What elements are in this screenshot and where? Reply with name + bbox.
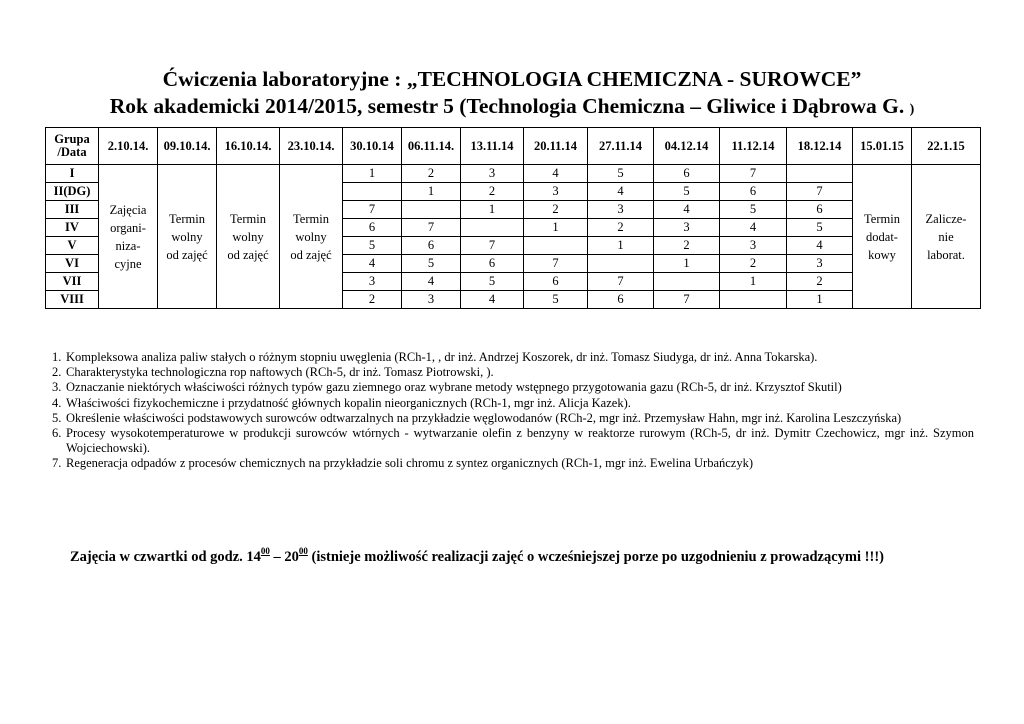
exercise-cell: 7 [461, 237, 524, 255]
footer-sup-1: 00 [260, 546, 270, 556]
merged-cell-col1 [99, 165, 158, 309]
group-label: II(DG) [46, 183, 99, 201]
group-label: VIII [46, 291, 99, 309]
exercise-list [52, 350, 974, 472]
exercise-cell: 4 [787, 237, 853, 255]
exercise-cell: 7 [654, 291, 720, 309]
exercise-cell [402, 201, 461, 219]
table-row [46, 165, 981, 183]
exercise-cell: 4 [720, 219, 787, 237]
exercise-cell [524, 237, 588, 255]
header-group-date [46, 128, 99, 165]
exercise-item [52, 426, 974, 456]
merged-cell-line: od zajęć [227, 247, 269, 262]
exercise-number: 6. [52, 426, 62, 441]
date-header: 18.12.14 [787, 128, 853, 165]
merged-cell-line: laborat. [927, 247, 965, 262]
exercise-description: Procesy wysokotemperaturowe w produkcji surowców wtórnych - wytwarzanie olefin z benzyny w reaktorze rurowym (RCh-5, dr inż. Dymitr Czechowicz, mgr inż. Szymon Wojciechowski). [66, 426, 974, 456]
exercise-cell: 6 [787, 201, 853, 219]
footer-text-1: Zajęcia w czwartki od godz. 14 [70, 549, 261, 565]
merged-cell-line: kowy [868, 247, 896, 262]
exercise-cell: 1 [654, 255, 720, 273]
date-header: 06.11.14. [402, 128, 461, 165]
exercise-item [52, 380, 974, 395]
exercise-cell: 6 [524, 273, 588, 291]
exercise-cell: 6 [720, 183, 787, 201]
exercise-description: Oznaczanie niektórych właściwości różnych typów gazu ziemnego oraz wybrane metody wstępnego przygotowania gazu (RCh-5, dr inż. Krzysztof Skutil) [66, 380, 842, 395]
exercise-cell: 6 [343, 219, 402, 237]
exercise-cell: 3 [588, 201, 654, 219]
date-header: 13.11.14 [461, 128, 524, 165]
exercise-cell: 4 [654, 201, 720, 219]
exercise-item [52, 396, 974, 411]
merged-cell-col13 [853, 165, 912, 309]
merged-cell-line: cyjne [114, 256, 142, 271]
exercise-cell: 3 [524, 183, 588, 201]
merged-cell-line: Zajęcia [109, 202, 147, 217]
merged-cell-line: dodat- [866, 229, 898, 244]
exercise-cell: 1 [524, 219, 588, 237]
exercise-cell [588, 255, 654, 273]
date-header: 09.10.14. [158, 128, 217, 165]
merged-cell-line: Termin [230, 211, 266, 226]
exercise-cell: 2 [588, 219, 654, 237]
exercise-cell: 6 [402, 237, 461, 255]
header-row [46, 128, 981, 165]
exercise-cell: 7 [402, 219, 461, 237]
merged-cell-line: organi- [110, 220, 146, 235]
schedule-footer-note [70, 541, 1010, 567]
date-header: 22.1.15 [912, 128, 981, 165]
merged-cell-line: nie [938, 229, 954, 244]
exercise-cell: 5 [402, 255, 461, 273]
merged-cell-col14 [912, 165, 981, 309]
exercise-cell: 7 [720, 165, 787, 183]
exercise-cell [654, 273, 720, 291]
group-label: V [46, 237, 99, 255]
exercise-cell: 1 [343, 165, 402, 183]
group-label: III [46, 201, 99, 219]
exercise-cell: 1 [461, 201, 524, 219]
exercise-item [52, 411, 974, 426]
date-header: 11.12.14 [720, 128, 787, 165]
exercise-description: Kompleksowa analiza paliw stałych o różnym stopniu uwęglenia (RCh-1, , dr inż. Andrzej Koszorek, dr inż. Tomasz Siudyga, dr inż. Anna Tokarska). [66, 350, 818, 364]
group-label: VII [46, 273, 99, 291]
exercise-cell: 3 [402, 291, 461, 309]
schedule-body [46, 128, 981, 309]
exercise-item [52, 365, 974, 380]
date-header: 23.10.14. [280, 128, 343, 165]
exercise-cell: 2 [343, 291, 402, 309]
date-header: 15.01.15 [853, 128, 912, 165]
exercise-cell: 6 [654, 165, 720, 183]
date-header: 30.10.14 [343, 128, 402, 165]
date-header: 2.10.14. [99, 128, 158, 165]
exercise-cell: 1 [588, 237, 654, 255]
exercise-cell: 5 [720, 201, 787, 219]
merged-cell-line: wolny [232, 229, 264, 244]
merged-cell-col2 [158, 165, 217, 309]
exercise-cell: 3 [720, 237, 787, 255]
exercise-cell [787, 165, 853, 183]
exercise-cell: 1 [402, 183, 461, 201]
merged-cell-line: Termin [293, 211, 329, 226]
exercise-cell: 5 [588, 165, 654, 183]
exercise-cell: 7 [787, 183, 853, 201]
exercise-cell: 6 [461, 255, 524, 273]
exercise-description: Regeneracja odpadów z procesów chemicznych na przykładzie soli chromu z syntez organicznych (RCh-1, mgr inż. Ewelina Urbańczyk) [66, 456, 754, 471]
merged-cell-col4 [280, 165, 343, 309]
exercise-item [52, 456, 974, 471]
exercise-cell [343, 183, 402, 201]
subtitle-closing-paren: ) [909, 102, 915, 117]
exercise-cell: 3 [654, 219, 720, 237]
exercise-item [52, 350, 974, 365]
group-label: IV [46, 219, 99, 237]
merged-cell-col3 [217, 165, 280, 309]
exercise-cell: 3 [787, 255, 853, 273]
exercise-cell: 5 [343, 237, 402, 255]
footer-sup-2: 00 [298, 546, 308, 556]
exercise-number: 3. [52, 380, 62, 395]
exercise-cell: 5 [787, 219, 853, 237]
exercise-cell: 4 [524, 165, 588, 183]
exercise-cell: 5 [524, 291, 588, 309]
merged-cell-line: wolny [171, 229, 203, 244]
date-header: 04.12.14 [654, 128, 720, 165]
merged-cell-line: od zajęć [166, 247, 208, 262]
exercise-cell: 4 [461, 291, 524, 309]
exercise-description: Właściwości fizykochemiczne i przydatność głównych kopalin nieorganicznych (RCh-1, mgr inż. Alicja Kazek). [66, 395, 631, 410]
merged-cell-line: wolny [295, 229, 327, 244]
exercise-cell: 4 [402, 273, 461, 291]
exercise-description: Charakterystyka technologiczna rop naftowych (RCh-5, dr inż. Tomasz Piotrowski, ). [66, 365, 494, 380]
date-header: 20.11.14 [524, 128, 588, 165]
exercise-cell: 7 [524, 255, 588, 273]
exercise-cell: 5 [461, 273, 524, 291]
footer-text-3: (istnieje możliwość realizacji zajęć o wcześniejszej porze po uzgodnieniu z prowadzącymi !!!) [307, 549, 884, 565]
exercise-cell: 2 [787, 273, 853, 291]
exercise-description: Określenie właściwości podstawowych surowców odtwarzalnych na przykładzie węglowodanów (RCh-2, mgr inż. Przemysław Hahn, mgr inż. Karolina Leszczyńska) [66, 410, 902, 425]
document-subtitle [0, 93, 1024, 123]
exercise-cell: 2 [654, 237, 720, 255]
group-label: VI [46, 255, 99, 273]
exercise-cell: 1 [787, 291, 853, 309]
exercise-cell [461, 219, 524, 237]
date-header: 27.11.14 [588, 128, 654, 165]
exercise-cell: 5 [654, 183, 720, 201]
exercise-number: 2. [52, 365, 62, 380]
group-label: I [46, 165, 99, 183]
merged-cell-line: niza- [115, 238, 141, 253]
exercise-cell: 4 [343, 255, 402, 273]
exercise-cell [720, 291, 787, 309]
exercise-cell: 2 [720, 255, 787, 273]
exercise-cell: 1 [720, 273, 787, 291]
exercise-cell: 2 [524, 201, 588, 219]
merged-cell-line: Termin [169, 211, 205, 226]
header-date-label: /Data [57, 145, 87, 159]
merged-cell-line: Termin [864, 211, 900, 226]
exercise-cell: 2 [402, 165, 461, 183]
date-header: 16.10.14. [217, 128, 280, 165]
exercise-cell: 6 [588, 291, 654, 309]
exercise-number: 1. [52, 350, 62, 364]
exercise-cell: 2 [461, 183, 524, 201]
exercise-cell: 3 [461, 165, 524, 183]
schedule-table [45, 127, 981, 309]
exercise-cell: 7 [343, 201, 402, 219]
merged-cell-line: Zalicze- [925, 211, 967, 226]
document-title: Ćwiczenia laboratoryjne : „TECHNOLOGIA CHEMICZNA - SUROWCE” [162, 67, 862, 91]
exercise-number: 5. [52, 410, 62, 425]
exercise-cell: 4 [588, 183, 654, 201]
exercise-cell: 3 [343, 273, 402, 291]
exercise-number: 7. [52, 456, 62, 471]
footer-text-2: – 20 [269, 549, 299, 565]
subtitle-text: Rok akademicki 2014/2015, semestr 5 (Technologia Chemiczna – Gliwice i Dąbrowa G. [109, 94, 910, 118]
header-group-label: Grupa [54, 132, 90, 146]
merged-cell-line: od zajęć [290, 247, 332, 262]
exercise-number: 4. [52, 395, 62, 410]
exercise-cell: 7 [588, 273, 654, 291]
